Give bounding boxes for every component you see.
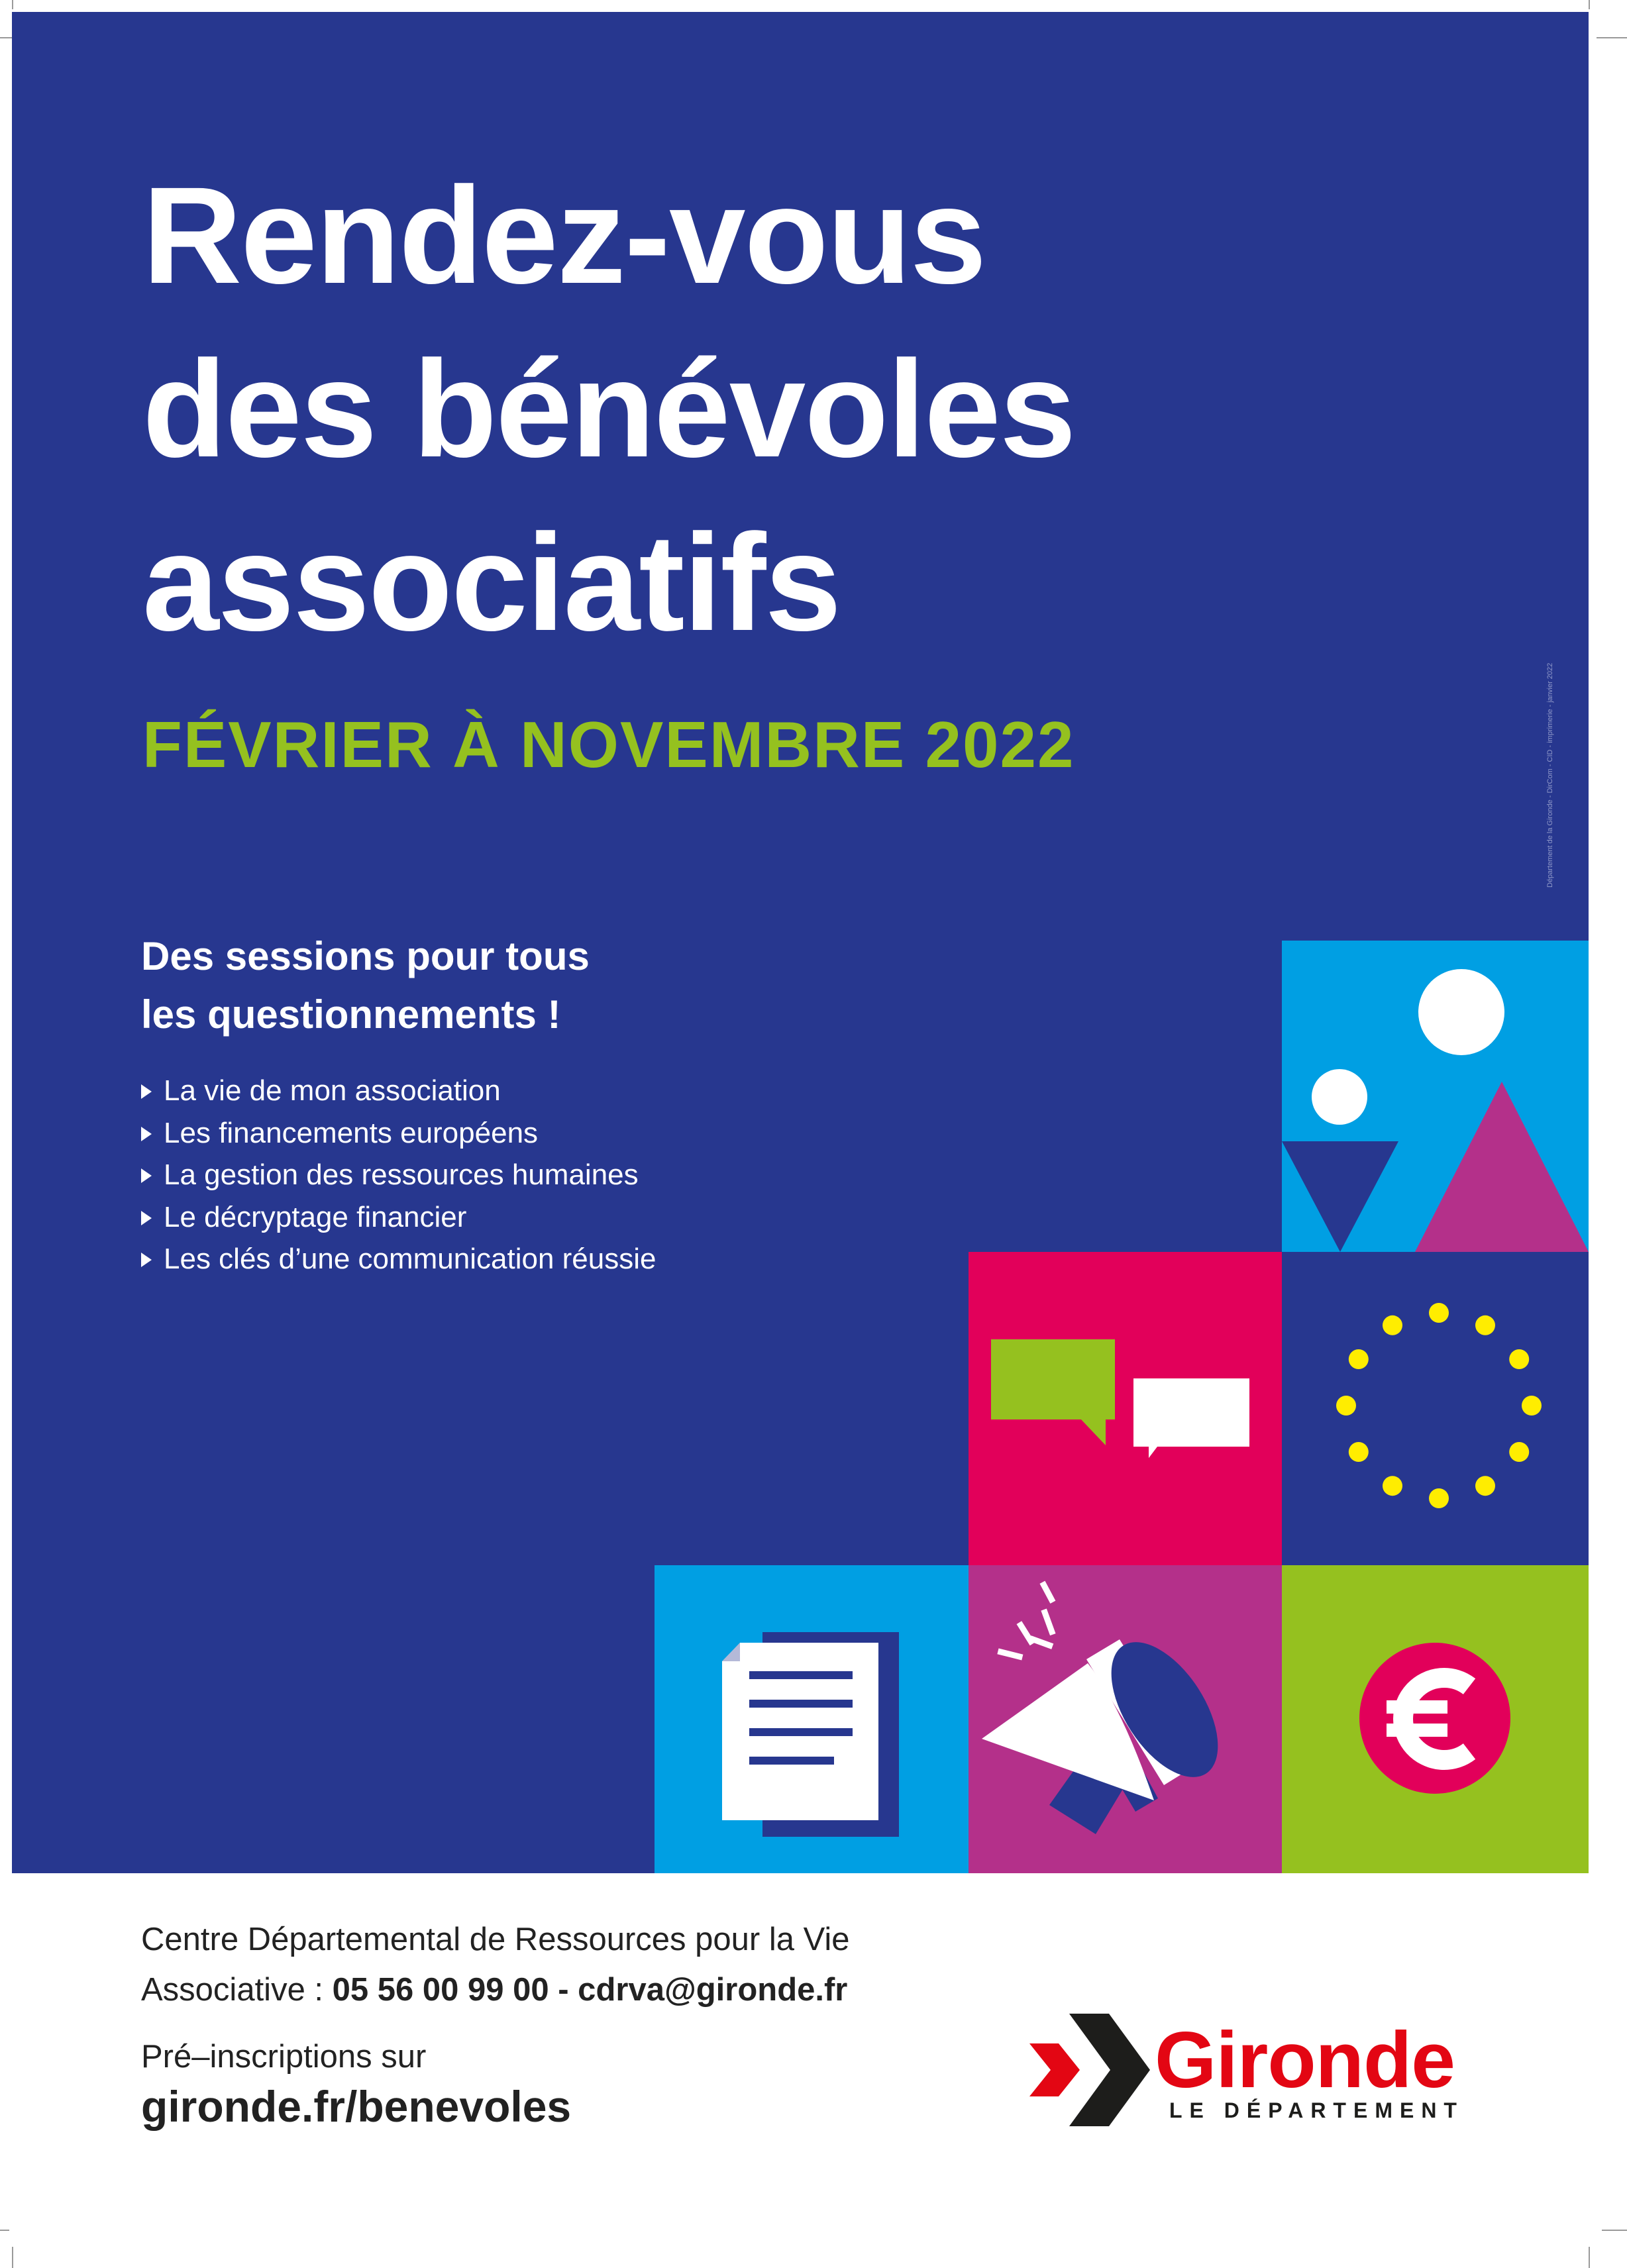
eu-star-dot [1429,1488,1449,1508]
document-icon [655,1565,969,1873]
eu-star-dot [1349,1349,1369,1369]
title-line: Rendez-vous [142,159,986,313]
eu-star-dot [1383,1476,1402,1496]
crop-mark [1602,2230,1627,2231]
eu-star-dot [1475,1476,1495,1496]
tagline-line: les questionnements ! [141,992,561,1037]
document-tile [655,1565,969,1873]
crop-mark [12,2247,13,2268]
eu-star-dot [1522,1396,1542,1416]
communication-tile [969,1565,1282,1873]
tagline-line: Des sessions pour tous [141,934,590,978]
eu-star-dot [1349,1442,1369,1462]
title-line: associatifs [142,506,841,660]
bullet-triangle-icon [141,1211,152,1225]
topic-label: Les clés d’une communication réussie [164,1243,656,1275]
bullet-triangle-icon [141,1168,152,1183]
megaphone-icon [969,1565,1282,1873]
topic-label: La vie de mon association [164,1074,501,1107]
contact-line [141,1965,850,2015]
bullet-triangle-icon [141,1084,152,1099]
crop-mark [1589,2247,1590,2268]
topic-label: Les financements européens [164,1116,539,1149]
gironde-mark-icon [1020,2007,1153,2133]
list-item [141,1070,656,1112]
europe-tile [1282,1252,1589,1565]
topic-label: La gestion des ressources humaines [164,1159,639,1191]
logo-name: Gironde [1155,2016,1455,2104]
list-item [141,1154,656,1196]
euro-icon [1282,1565,1589,1873]
preregistration-label: Pré–inscriptions sur [141,2039,427,2075]
logo-subtitle: LE DÉPARTEMENT [1169,2098,1464,2122]
crop-mark [0,2230,9,2231]
list-item [141,1196,656,1239]
website-link[interactable]: gironde.fr/benevoles [141,2082,572,2131]
list-item [141,1112,656,1155]
eu-star-dot [1429,1303,1449,1323]
finance-tile [1282,1565,1589,1873]
contact-details: 05 56 00 99 00 - cdrva@gironde.fr [332,1972,848,2008]
contact-line: Centre Départemental de Ressources pour la Vie [141,1922,850,1957]
dialogue-tile [969,1252,1282,1565]
list-item [141,1238,656,1280]
shapes-tile [1282,941,1589,1252]
crop-mark [1597,37,1627,38]
shapes-icon [1282,941,1589,1252]
contact-label: Associative : [141,1972,333,2008]
bullet-triangle-icon [141,1253,152,1267]
topic-list [141,1070,656,1280]
speech-bubbles-icon [969,1252,1282,1565]
eu-star-dot [1509,1442,1529,1462]
eu-star-dot [1383,1315,1402,1335]
event-dates: FÉVRIER À NOVEMBRE 2022 [142,708,1075,781]
eu-star-dot [1509,1349,1529,1369]
crop-mark [1589,0,1590,9]
eu-stars-icon [1282,1252,1589,1565]
eu-star-dot [1475,1315,1495,1335]
crop-mark [12,0,13,9]
tagline [141,927,590,1044]
title-line: des bénévoles [142,333,1075,486]
eu-star-dot [1336,1396,1356,1416]
bullet-triangle-icon [141,1127,152,1141]
contact-block [141,1914,850,2015]
print-credit: Département de la Gironde - DirCom - CID - imprimerie - janvier 2022 [1546,662,1554,888]
poster-title [142,149,1401,670]
topic-label: Le décryptage financier [164,1200,467,1233]
